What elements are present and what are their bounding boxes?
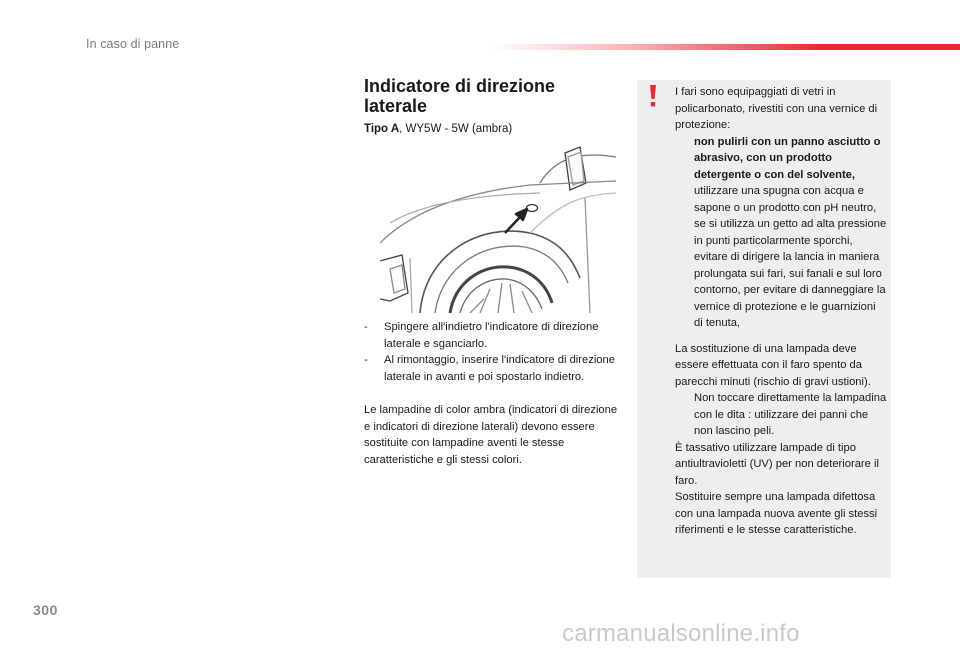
warning-bullet (675, 183, 887, 216)
bullet-icon (675, 216, 694, 332)
warning-bullet (675, 390, 887, 440)
bullet-icon (675, 183, 694, 216)
warning-para-replace: Sostituire sempre una lampada difettosa con una lampada nuova avente gli stessi riferimenti e le stesse caratteristiche. (675, 491, 878, 536)
warning-bullet-text: Non toccare direttamente la lampadina con le dita : utilizzare dei panni che non lascino peli. (694, 392, 887, 437)
bullet-icon (675, 390, 694, 440)
warning-text (675, 84, 887, 539)
warning-bullet (675, 216, 887, 332)
warning-intro: I fari sono equipaggiati di vetri in policarbonato, rivestiti con una vernice di protezione: (675, 86, 878, 131)
exclamation-icon (648, 84, 658, 108)
amber-bulb-note: Le lampadine di color ambra (indicatori di direzione e indicatori di direzione laterali) devono essere sostituite con lampadine aventi le stesse caratteristiche e gli stessi colori. (364, 404, 618, 466)
step-text: Spingere all'indietro l'indicatore di direzione laterale e sganciarlo. (384, 321, 599, 350)
warning-para-burns: La sostituzione di una lampada deve essere effettuata con il faro spento da parecchi minuti (rischio di gravi ustioni). (675, 342, 871, 388)
bulb-spec: , WY5W - 5W (ambra) (399, 123, 513, 135)
step-text: Al rimontaggio, inserire l'indicatore di direzione laterale in avanti e poi spostarlo indietro. (384, 354, 615, 383)
instruction-steps (364, 319, 619, 385)
warning-para-uv: È tassativo utilizzare lampade di tipo antiultravioletti (UV) per non deteriorare il faro. (675, 441, 879, 487)
step-item: - Spingere all'indietro l'indicatore di direzione laterale e sganciarlo. (364, 319, 619, 352)
warning-bullet (675, 134, 887, 184)
header-accent-bar (490, 44, 960, 50)
side-indicator-illustration (380, 143, 616, 313)
page-number: 300 (33, 602, 58, 618)
warning-bullet-text: se si utilizza un getto ad alta pressione in punti particolarmente sporchi, evitare di dirigere la lancia in maniera prolungata sui fari, sui fanali e sul loro contorno, per evitare di danneggiare la vernice di protezione e le guarnizioni di tenuta, (694, 218, 887, 329)
warning-bullet-text: utilizzare una spugna con acqua e sapone o un prodotto con pH neutro, (694, 185, 877, 214)
bulb-type-label: Tipo A (364, 123, 400, 135)
page-title: Indicatore di direzione laterale (364, 76, 556, 116)
warning-bullet-text: non pulirli con un panno asciutto o abrasivo, con un prodotto detergente o con del solvente, (694, 135, 881, 181)
step-item: - Al rimontaggio, inserire l'indicatore di direzione laterale in avanti e poi spostarlo indietro. (364, 352, 619, 385)
section-header: In caso di panne (86, 37, 180, 51)
watermark: carmanualsonline.info (562, 620, 800, 647)
bullet-icon (675, 134, 694, 184)
bulb-type-subtitle (364, 123, 512, 135)
